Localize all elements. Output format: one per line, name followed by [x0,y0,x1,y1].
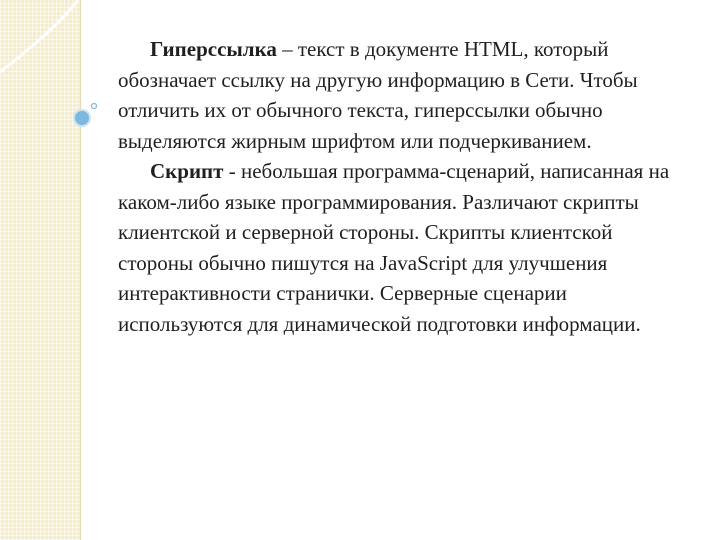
term-hyperlink: Гиперссылка [150,37,277,61]
term-script: Скрипт [150,159,224,183]
paragraph-script [118,156,690,339]
definition-hyperlink: – текст в документе HTML, который обозначает ссылку на другую информацию в Сети. Чтобы отличить их от обычного текста, гиперссылки обычно выделяются жирным шрифтом или подчеркиванием. [118,37,638,153]
slide-body [118,34,690,339]
paragraph-hyperlink [118,34,690,156]
decorative-curve-icon [0,0,110,140]
decorative-bubble-large-icon [74,110,90,126]
definition-script: - небольшая программа-сценарий, написанная на каком-либо языке программирования. Различают скрипты клиентской и серверной стороны. Скрипты клиентской стороны обычно пишутся на JavaScript для улучшения интерактивности странички. Серверные сценарии используются для динамической подготовки информации. [118,159,670,336]
decorative-bubble-small-icon [92,104,97,109]
